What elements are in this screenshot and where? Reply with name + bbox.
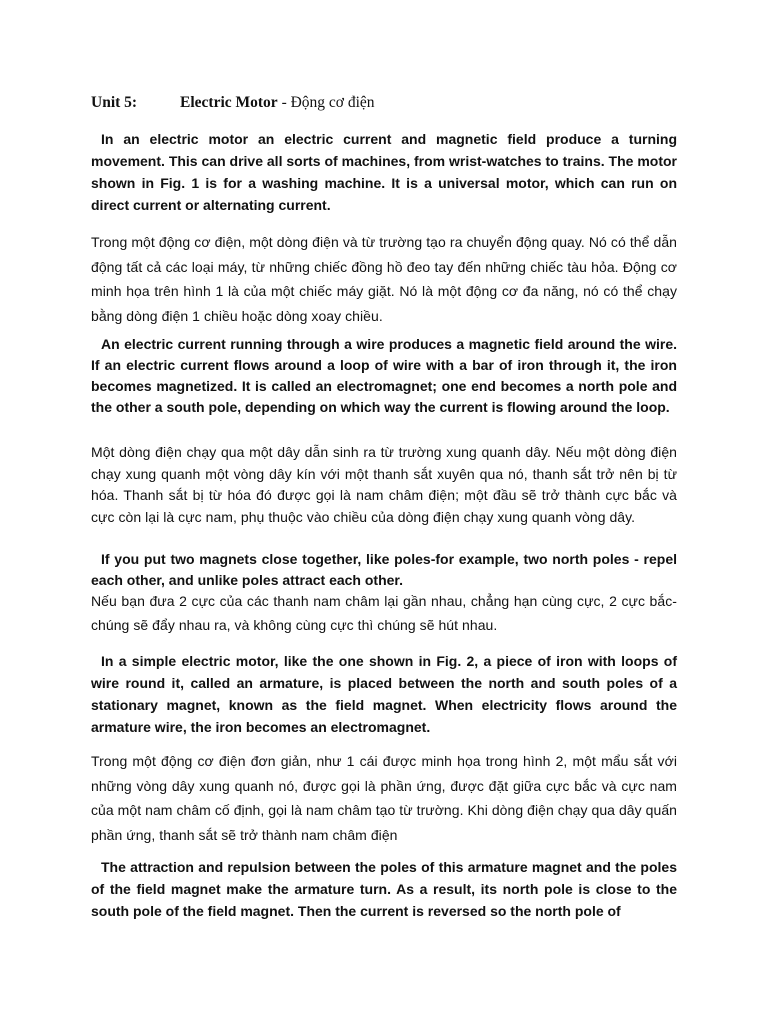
paragraph-vi-2: Một dòng điện chạy qua một dây dẫn sinh ra từ trường xung quanh dây. Nếu một dòng điện chạy xung quanh một vòng dây kín với một thanh sắt xuyên qua nó, thanh sắt trở nên bị từ hóa. Thanh sắt bị từ hóa đó được gọi là nam châm điện; một đầu sẽ trở thành cực bắc và cực còn lại là cực nam, phụ thuộc vào chiều của dòng điện chạy xung quanh vòng dây.	[91, 444, 677, 525]
paragraph-en-1: In an electric motor an electric current and magnetic field produce a turning movement. This can drive all sorts of machines, from wrist-watches to trains. The motor shown in Fig. 1 is for a washing machine. It is a universal motor, which can run on direct current or alternating current.	[91, 131, 677, 213]
unit-title: Electric Motor	[180, 94, 278, 111]
paragraph-en-5: The attraction and repulsion between the poles of this armature magnet and the poles of the field magnet make the armature turn. As a result, its north pole is close to the south pole of the field magnet. Then the current is reversed so the north pole of	[91, 859, 677, 919]
paragraph-en-2: An electric current running through a wire produces a magnetic field around the wire. If an electric current flows around a loop of wire with a bar of iron through it, the iron becomes magnetized. It is called an electromagnet; one end becomes a north pole and the other a south pole, depending on which way the current is flowing around the loop.	[91, 336, 677, 415]
paragraph-vi-1: Trong một động cơ điện, một dòng điện và từ trường tạo ra chuyển động quay. Nó có thể dẫn động tất cả các loại máy, từ những chiếc đồng hồ đeo tay đến những chiếc tàu hỏa. Động cơ minh họa trên hình 1 là của một chiếc máy giặt. Nó là một động cơ đa năng, nó có thể chạy bằng dòng điện 1 chiều hoặc dòng xoay chiều.	[91, 234, 677, 324]
paragraph-en-3: If you put two magnets close together, like poles-for example, two north poles - repel each other, and unlike poles attract each other.	[91, 551, 677, 588]
paragraph-vi-4: Trong một động cơ điện đơn giản, như 1 cái được minh họa trong hình 2, một mẩu sắt với những vòng dây xung quanh nó, được gọi là phần ứng, được đặt giữa cực bắc và cực nam của một nam châm cố định, gọi là nam châm tạo từ trường. Khi dòng điện chạy qua dây quấn phần ứng, thanh sắt sẽ trở thành nam châm điện	[91, 753, 677, 843]
unit-heading	[91, 94, 375, 112]
unit-subtitle: - Động cơ điện	[277, 94, 375, 111]
unit-number: Unit 5:	[91, 94, 138, 111]
paragraph-vi-3: Nếu bạn đưa 2 cực của các thanh nam châm lại gần nhau, chẳng hạn cùng cực, 2 cực bắc- chúng sẽ đẩy nhau ra, và không cùng cực thì chúng sẽ hút nhau.	[91, 593, 677, 633]
paragraph-en-4: In a simple electric motor, like the one shown in Fig. 2, a piece of iron with loops of wire round it, called an armature, is placed between the north and south poles of a stationary magnet, known as the field magnet. When electricity flows around the armature wire, the iron becomes an electromagnet.	[91, 653, 677, 735]
